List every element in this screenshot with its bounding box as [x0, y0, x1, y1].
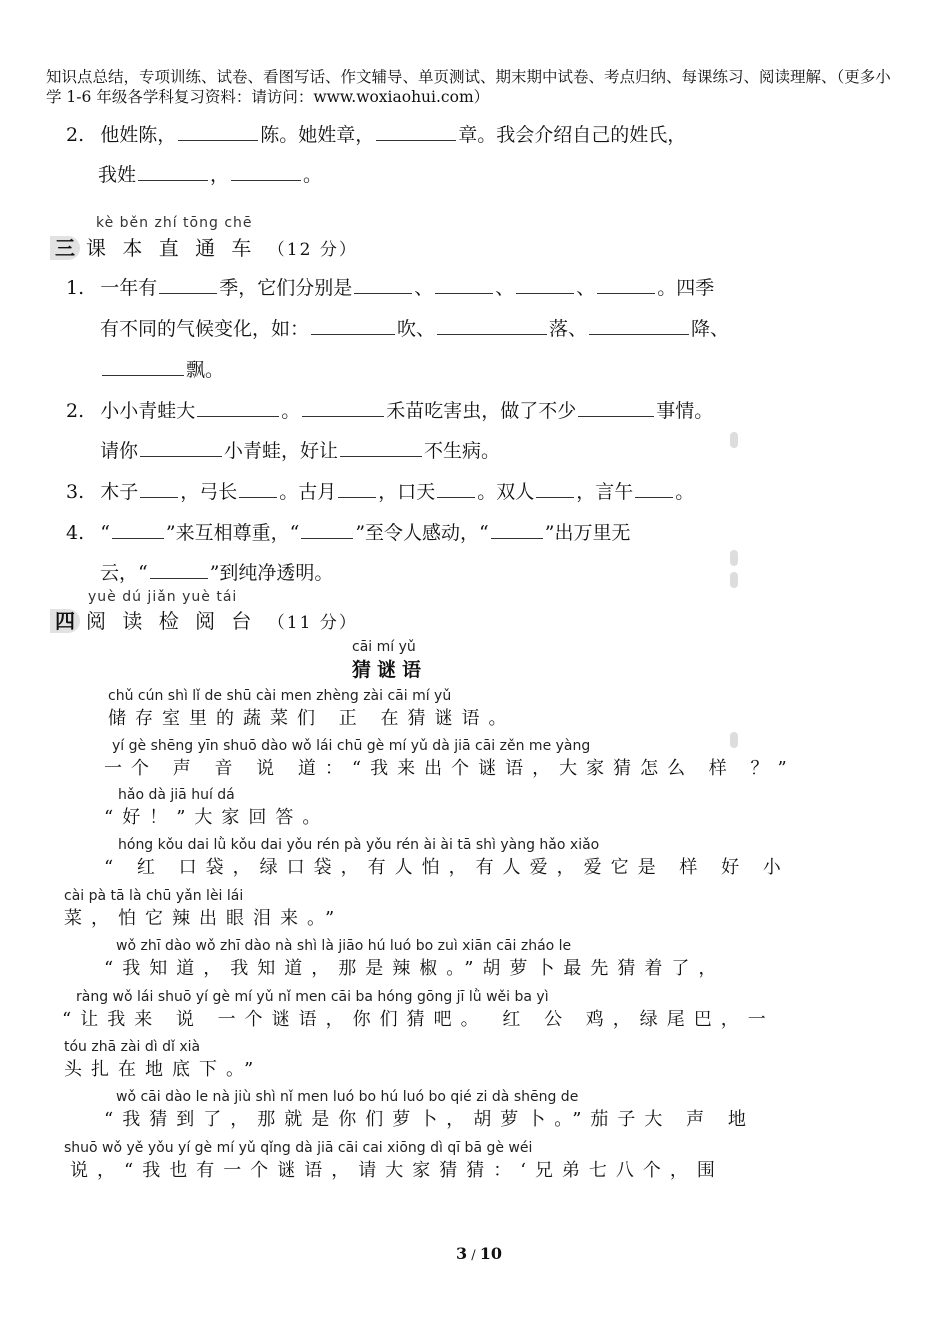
answer-blank[interactable] [376, 122, 456, 141]
story-line-2: 一个 声 音 说 道：“我来出个谜语，大家猜怎么 样 ？” [104, 758, 796, 779]
section-3-number: 三 [50, 236, 80, 260]
story-pinyin-8: tóu zhā zài dì dǐ xià [64, 1039, 201, 1055]
answer-blank[interactable] [491, 520, 543, 539]
story-pinyin-3: hǎo dà jiā huí dá [118, 787, 235, 803]
s3-question-1-line3: 飘。 [100, 355, 224, 382]
answer-blank[interactable] [338, 479, 376, 498]
section-3-score: （12 分） [267, 240, 358, 260]
story-line-6: “我知道，我知道，那是辣椒。”胡萝卜最先猜着了， [104, 958, 726, 979]
story-line-3: “好！”大家回答。 [104, 807, 330, 828]
answer-blank[interactable] [197, 398, 279, 417]
story-line-10: 说，“我也有一个谜语，请大家猜猜：‘兄弟七八个，围 [70, 1160, 724, 1181]
answer-blank[interactable] [301, 520, 353, 539]
section-4-number: 四 [50, 609, 80, 633]
answer-blank[interactable] [140, 438, 222, 457]
s3-question-1-line2: 有不同的气候变化，如： 吹、 落、 降、 [100, 318, 730, 340]
scan-mark [730, 572, 738, 588]
answer-blank[interactable] [150, 560, 208, 579]
header-line-2: 学 1-6 年级各学科复习资料：请访问：www.woxiaohui.com） [46, 88, 490, 106]
story-line-8: 头扎在地底下。” [64, 1059, 263, 1080]
s3-question-2-line2: 请你 小青蛙，好让 不生病。 [100, 440, 501, 462]
s3-question-1: 1. 一年有 季，它们分别是 、 、 、 。四季 [66, 277, 715, 299]
answer-blank[interactable] [516, 275, 574, 294]
s3-question-4-line2: 云，“ ”到纯净透明。 [100, 562, 334, 584]
answer-blank[interactable] [178, 122, 258, 141]
scan-mark [730, 550, 738, 566]
answer-blank[interactable] [140, 479, 178, 498]
story-line-7: “让我来 说 一个谜语，你们猜吧。 红 公 鸡，绿尾巴，一 [62, 1009, 775, 1030]
answer-blank[interactable] [354, 275, 412, 294]
answer-blank[interactable] [597, 275, 655, 294]
answer-blank[interactable] [112, 520, 164, 539]
question-surname: 2. 他姓陈， 陈。她姓章， 章。我会介绍自己的姓氏， [66, 124, 687, 146]
section-4-score: （11 分） [267, 613, 358, 633]
s3-question-2: 2. 小小青蛙大 。 禾苗吃害虫，做了不少 事情。 [66, 400, 714, 422]
story-title: 猜谜语 [352, 659, 428, 681]
s3-question-3: 3. 木子 ，弓长 。古月 ，口天 。双人 ，言午 。 [66, 481, 695, 503]
story-line-4: “ 红 口袋，绿口袋，有人怕，有人爱，爱它是 样 好 小 [104, 857, 790, 878]
answer-blank[interactable] [311, 316, 395, 335]
story-line-9: “我猜到了，那就是你们萝卜，胡萝卜。”茄子大 声 地 [104, 1109, 755, 1130]
story-pinyin-9: wǒ cāi dào le nà jiù shì nǐ men luó bo hú luó bo qié zi dà shēng de [116, 1089, 579, 1105]
answer-blank[interactable] [437, 316, 547, 335]
story-pinyin-2: yí gè shēng yīn shuō dào wǒ lái chū gè mí yǔ dà jiā cāi zěn me yàng [112, 738, 591, 754]
question-number: 2. [66, 124, 85, 146]
story-pinyin-10: shuō wǒ yě yǒu yí gè mí yǔ qǐng dà jiā cāi cai xiōng dì qī bā gè wéi [64, 1140, 533, 1156]
section-3-title: 三 课 本 直 通 车 （12 分） [50, 232, 358, 261]
section-4-pinyin: yuè dú jiǎn yuè tái [88, 589, 238, 605]
answer-blank[interactable] [302, 398, 384, 417]
answer-blank[interactable] [138, 162, 208, 181]
s3-question-4: 4. “ ”来互相尊重，“ ”至令人感动，“ ”出万里无 [66, 522, 631, 544]
story-line-5: 菜，怕它辣出眼泪来。” [64, 908, 344, 929]
answer-blank[interactable] [231, 162, 301, 181]
answer-blank[interactable] [635, 479, 673, 498]
scan-mark [730, 732, 738, 748]
answer-blank[interactable] [589, 316, 689, 335]
section-3-pinyin: kè běn zhí tōng chē [96, 215, 253, 231]
answer-blank[interactable] [536, 479, 574, 498]
story-pinyin-6: wǒ zhī dào wǒ zhī dào nà shì là jiāo hú luó bo zuì xiān cāi zháo le [116, 938, 572, 954]
story-pinyin-5: cài pà tā là chū yǎn lèi lái [64, 888, 244, 904]
answer-blank[interactable] [102, 357, 184, 376]
question-surname-line2: 我姓 ， 。 [98, 164, 323, 186]
story-line-1: 储存室里的蔬菜们 正 在猜谜语。 [108, 708, 516, 729]
scan-mark [730, 432, 738, 448]
answer-blank[interactable] [435, 275, 493, 294]
story-pinyin-1: chǔ cún shì lǐ de shū cài men zhèng zài cāi mí yǔ [108, 688, 452, 704]
answer-blank[interactable] [437, 479, 475, 498]
section-4-title: 四 阅 读 检 阅 台 （11 分） [50, 605, 358, 634]
answer-blank[interactable] [578, 398, 654, 417]
answer-blank[interactable] [239, 479, 277, 498]
story-pinyin-4: hóng kǒu dai lǜ kǒu dai yǒu rén pà yǒu rén ài ài tā shì yàng hǎo xiǎo [118, 837, 600, 853]
page-number: 3 / 10 [456, 1244, 503, 1263]
header-line-1: 知识点总结，专项训练、试卷、看图写话、作文辅导、单页测试、期末期中试卷、考点归纳、每课练习、阅读理解、（更多小 [46, 68, 891, 86]
story-pinyin-7: ràng wǒ lái shuō yí gè mí yǔ nǐ men cāi ba hóng gōng jī lǜ wěi ba yì [76, 989, 549, 1005]
answer-blank[interactable] [340, 438, 422, 457]
answer-blank[interactable] [159, 275, 217, 294]
story-title-pinyin: cāi mí yǔ [352, 639, 416, 655]
